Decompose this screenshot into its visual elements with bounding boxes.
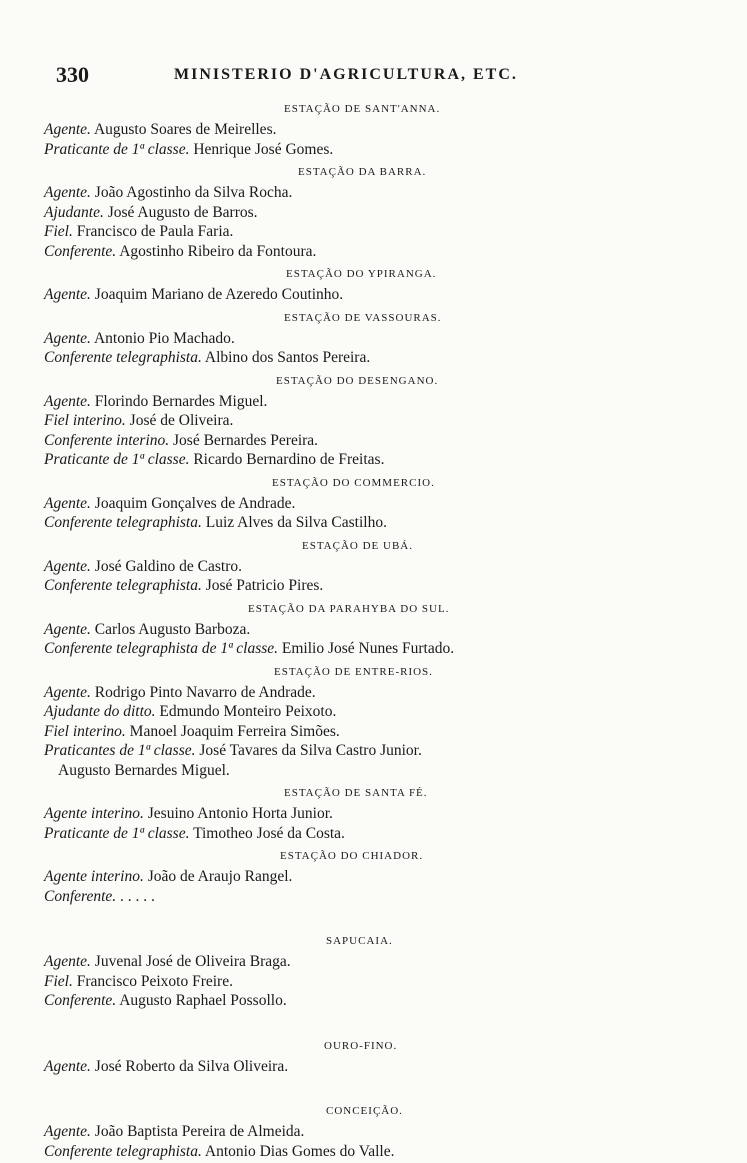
staff-entry bbox=[44, 972, 564, 992]
staff-entry bbox=[44, 620, 564, 640]
staff-role: Fiel interino. bbox=[44, 412, 126, 429]
staff-role: Agente. bbox=[44, 286, 91, 303]
staff-name: Ricardo Bernardino de Freitas. bbox=[193, 451, 385, 468]
staff-role: Agente. bbox=[44, 329, 91, 347]
staff-entry bbox=[44, 285, 564, 305]
staff-entry bbox=[44, 222, 564, 242]
page-number: 330 bbox=[56, 62, 89, 87]
staff-role: Fiel interino. bbox=[44, 722, 126, 740]
staff-name: Emilio José Nunes Furtado. bbox=[281, 640, 455, 657]
staff-entry bbox=[44, 702, 564, 722]
station-heading: ESTAÇÃO DA BARRA. bbox=[298, 166, 427, 178]
staff-role: Agente. bbox=[44, 620, 91, 638]
staff-name: José Tavares da Silva Castro Junior. bbox=[199, 742, 422, 759]
staff-role: Ajudante do ditto. bbox=[44, 703, 156, 720]
staff-role: Conferente. bbox=[44, 242, 117, 260]
staff-entry bbox=[44, 1142, 564, 1162]
staff-name: Rodrigo Pinto Navarro de Andrade. bbox=[94, 683, 316, 701]
staff-role: Praticantes de 1ª classe. bbox=[44, 742, 196, 759]
staff-name: João Agostinho da Silva Rocha. bbox=[94, 184, 293, 201]
staff-role: Agente. bbox=[44, 683, 91, 701]
page-header bbox=[56, 62, 586, 88]
staff-name: Albino dos Santos Pereira. bbox=[204, 349, 371, 366]
station-heading: ESTAÇÃO DE UBÁ. bbox=[302, 539, 413, 552]
staff-name: José Bernardes Pereira. bbox=[173, 431, 319, 449]
station-section bbox=[44, 780, 564, 843]
staff-name: Francisco de Paula Faria. bbox=[76, 223, 234, 240]
station-section bbox=[44, 659, 564, 781]
staff-entry bbox=[44, 1057, 564, 1077]
running-head: MINISTERIO D'AGRICULTURA, ETC. bbox=[174, 66, 518, 83]
staff-entry bbox=[44, 1122, 564, 1142]
staff-role: Praticante de 1ª classe. bbox=[44, 451, 190, 468]
staff-role: Conferente interino. bbox=[44, 431, 170, 449]
staff-role: Agente. bbox=[44, 184, 91, 201]
station-section bbox=[44, 98, 564, 159]
staff-entry bbox=[44, 761, 564, 781]
staff-name: Joaquim Gonçalves de Andrade. bbox=[94, 494, 296, 512]
staff-role: Agente. bbox=[44, 557, 91, 575]
station-section bbox=[44, 305, 564, 368]
staff-role: Praticante de 1ª classe. bbox=[44, 824, 190, 842]
staff-role: Praticante de 1ª classe. bbox=[44, 140, 190, 158]
staff-role: Conferente telegraphista de 1ª classe. bbox=[44, 640, 279, 657]
staff-list bbox=[44, 98, 564, 1161]
staff-entry bbox=[44, 639, 564, 659]
staff-entry bbox=[44, 348, 564, 368]
staff-name: João Baptista Pereira de Almeida. bbox=[94, 1123, 305, 1140]
staff-role: Conferente telegraphista. bbox=[44, 577, 202, 594]
staff-entry bbox=[44, 722, 564, 742]
staff-entry bbox=[44, 329, 564, 349]
station-heading: CONCEIÇÃO. bbox=[326, 1105, 403, 1117]
staff-name: Luiz Alves da Silva Castilho. bbox=[205, 514, 387, 531]
station-heading: ESTAÇÃO DE ENTRE-RIOS. bbox=[274, 665, 433, 678]
staff-name: Juvenal José de Oliveira Braga. bbox=[94, 953, 291, 970]
station-heading: ESTAÇÃO DE VASSOURAS. bbox=[284, 311, 442, 324]
station-heading: ESTAÇÃO DO DESENGANO. bbox=[276, 374, 439, 387]
staff-entry bbox=[44, 431, 564, 451]
station-heading: OURO-FINO. bbox=[324, 1039, 398, 1052]
staff-entry bbox=[44, 683, 564, 703]
staff-name: . . . . . bbox=[120, 887, 155, 905]
staff-entry bbox=[44, 991, 564, 1011]
staff-role: Conferente. bbox=[44, 887, 117, 905]
staff-role: Agente. bbox=[44, 1123, 91, 1140]
station-section bbox=[44, 261, 564, 305]
staff-role: Agente. bbox=[44, 953, 91, 970]
station-heading: ESTAÇÃO DO YPIRANGA. bbox=[286, 268, 437, 280]
station-section bbox=[44, 906, 564, 1011]
staff-name: Jesuino Antonio Horta Junior. bbox=[147, 805, 333, 822]
staff-name: Agostinho Ribeiro da Fontoura. bbox=[119, 242, 317, 260]
staff-name: Timotheo José da Costa. bbox=[193, 824, 345, 842]
staff-role: Conferente. bbox=[44, 992, 117, 1009]
staff-role: Agente interino. bbox=[44, 868, 144, 885]
station-heading: ESTAÇÃO DE SANTA FÉ. bbox=[284, 787, 428, 799]
station-heading: SAPUCAIA. bbox=[326, 935, 393, 947]
staff-name: Augusto Bernardes Miguel. bbox=[58, 761, 230, 779]
staff-name: Augusto Raphael Possollo. bbox=[119, 992, 287, 1009]
staff-role: Conferente telegraphista. bbox=[44, 1142, 202, 1160]
staff-name: Augusto Soares de Meirelles. bbox=[93, 121, 277, 138]
staff-role: Fiel. bbox=[44, 223, 73, 240]
staff-name: Antonio Pio Machado. bbox=[93, 329, 235, 347]
staff-entry bbox=[44, 242, 564, 262]
staff-name: José Roberto da Silva Oliveira. bbox=[94, 1057, 289, 1075]
station-section bbox=[44, 596, 564, 659]
staff-entry bbox=[44, 183, 564, 203]
staff-entry bbox=[44, 120, 564, 140]
station-section bbox=[44, 1011, 564, 1077]
staff-entry bbox=[44, 494, 564, 514]
station-section bbox=[44, 533, 564, 596]
staff-entry bbox=[44, 952, 564, 972]
station-section bbox=[44, 843, 564, 906]
staff-name: Antonio Dias Gomes do Valle. bbox=[204, 1142, 395, 1160]
staff-entry bbox=[44, 824, 564, 844]
staff-role: Fiel. bbox=[44, 972, 73, 990]
station-section bbox=[44, 1076, 564, 1161]
staff-entry bbox=[44, 411, 564, 431]
staff-entry bbox=[44, 576, 564, 596]
staff-name: José Augusto de Barros. bbox=[107, 203, 258, 221]
staff-entry bbox=[44, 867, 564, 887]
staff-entry bbox=[44, 392, 564, 412]
staff-name: Florindo Bernardes Miguel. bbox=[94, 392, 268, 410]
staff-name: João de Araujo Rangel. bbox=[147, 868, 293, 885]
staff-entry bbox=[44, 140, 564, 160]
staff-name: Edmundo Monteiro Peixoto. bbox=[159, 703, 337, 720]
staff-role: Conferente telegraphista. bbox=[44, 349, 202, 366]
staff-role: Agente. bbox=[44, 392, 91, 410]
staff-name: José Galdino de Castro. bbox=[94, 557, 243, 575]
staff-name: Francisco Peixoto Freire. bbox=[76, 972, 233, 990]
staff-name: Henrique José Gomes. bbox=[193, 140, 334, 158]
staff-name: José de Oliveira. bbox=[129, 412, 234, 429]
station-section bbox=[44, 470, 564, 533]
station-heading: ESTAÇÃO DO CHIADOR. bbox=[280, 850, 424, 862]
staff-entry bbox=[44, 203, 564, 223]
staff-role: Agente. bbox=[44, 121, 91, 138]
staff-entry bbox=[44, 450, 564, 470]
station-section bbox=[44, 368, 564, 470]
staff-entry bbox=[44, 741, 564, 761]
staff-role: Agente. bbox=[44, 1057, 91, 1075]
staff-name: Joaquim Mariano de Azeredo Coutinho. bbox=[94, 286, 344, 303]
station-heading: ESTAÇÃO DA PARAHYBA DO SUL. bbox=[248, 602, 450, 615]
staff-entry bbox=[44, 804, 564, 824]
staff-entry bbox=[44, 887, 564, 907]
staff-role: Agente. bbox=[44, 494, 91, 512]
staff-name: Manoel Joaquim Ferreira Simões. bbox=[129, 722, 340, 740]
staff-role: Conferente telegraphista. bbox=[44, 514, 202, 531]
station-heading: ESTAÇÃO DO COMMERCIO. bbox=[272, 476, 435, 489]
staff-name: Carlos Augusto Barboza. bbox=[94, 620, 251, 638]
staff-role: Ajudante. bbox=[44, 203, 104, 221]
staff-entry bbox=[44, 557, 564, 577]
station-section bbox=[44, 159, 564, 261]
staff-role: Agente interino. bbox=[44, 805, 144, 822]
station-heading: ESTAÇÃO DE SANT'ANNA. bbox=[284, 103, 441, 115]
staff-name: José Patricio Pires. bbox=[205, 577, 324, 594]
staff-entry bbox=[44, 513, 564, 533]
